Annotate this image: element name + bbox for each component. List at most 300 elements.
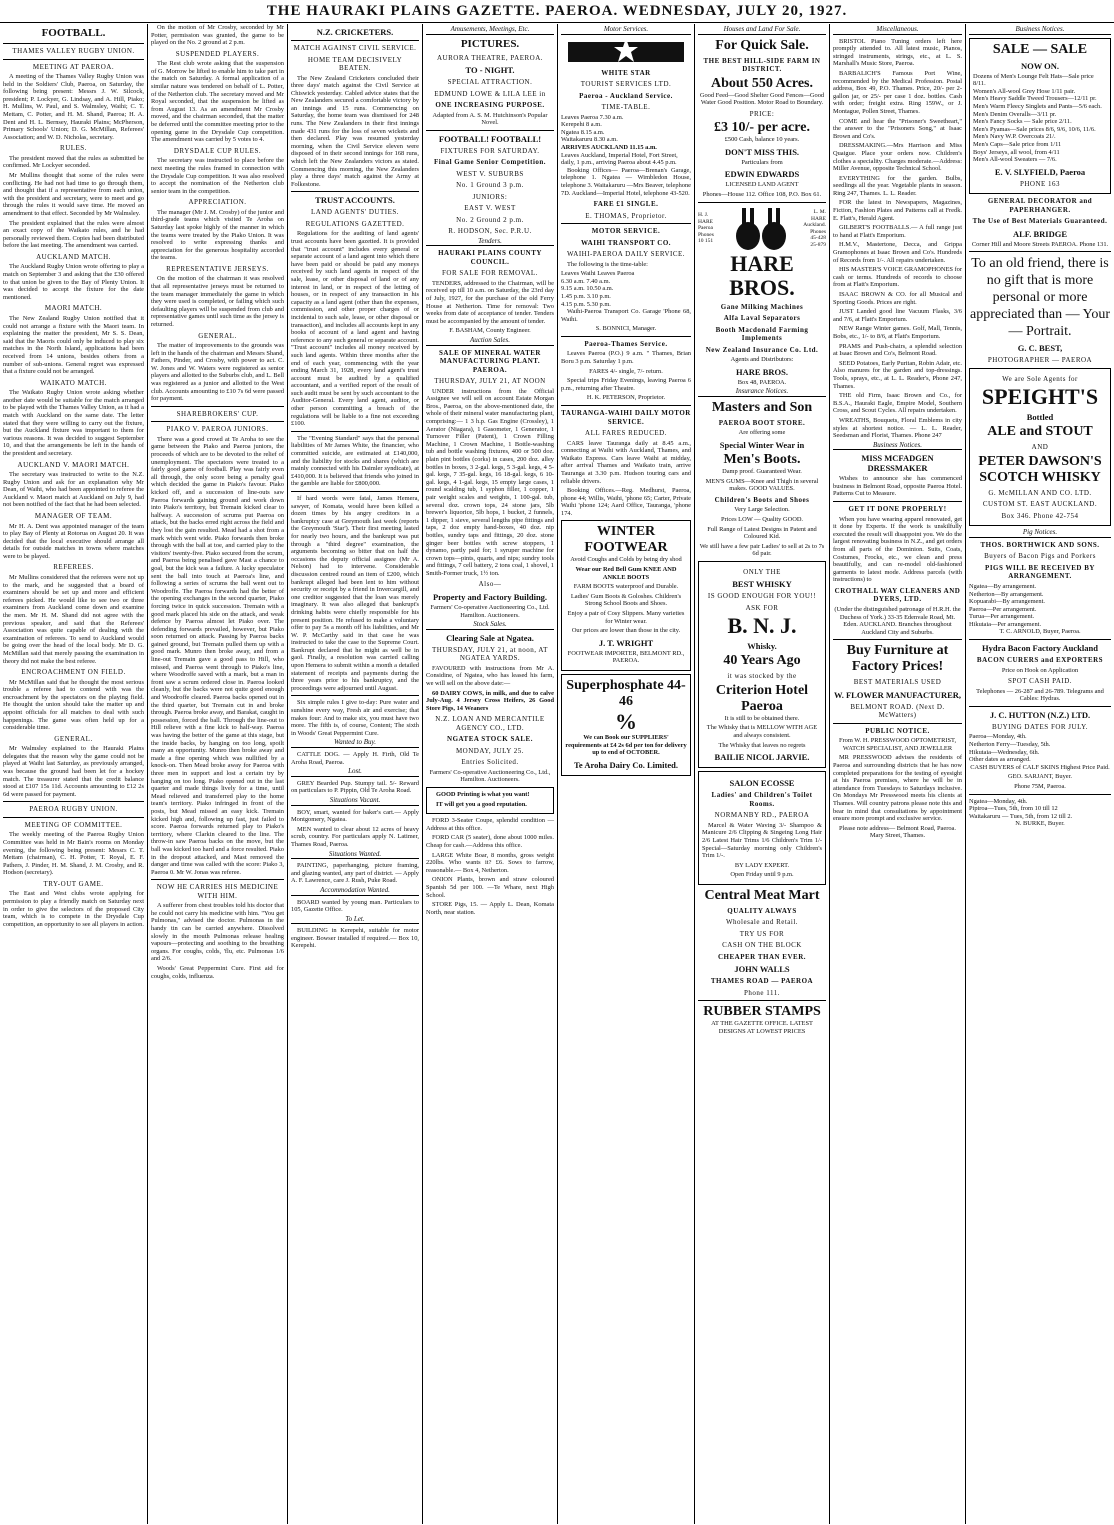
article-text: Mr McMillan said that he thought the most serious trouble a referee had to contend with was the encroachment by the spectators on the playing field. He thought the union should take the matter up and appoint officials for all matches to deal with such happenings. The game was often held up for a considerable time. — [3, 678, 144, 732]
ad-text: Wear our Red Bell Gum KNEE AND ANKLE BOOTS — [575, 566, 677, 581]
farm-features: Good Feed—Good Shelter Good Fences—Good Water Good Position. Motor Road to Boundary. — [699, 91, 825, 107]
ad-text: BEST MATERIALS USED — [853, 678, 942, 687]
film-stars: EDMUND LOWE & LILA LEE in — [434, 89, 546, 98]
booking-offices: Booking Offices— Paeroa—Brenan's Garage, telephone 1. Ngatea — Wimbledon House, telephone 3. Waitakaruru —Mrs Beaver, telephone 7D. Auckland—Imperial Hotel, telephone 43-520. — [561, 166, 691, 197]
ad-text: Marcel & Water Waving 3/- Shampoo & Manicure 2/6 Clipping & Singeing Long Hair 2/6 Latest Hair Trims 1/6 Children's Trim 1/- Special—Saturday morning only Children's Trim 1/-. — [702, 821, 822, 860]
ad-text: CASH BUYERS of CALF SKINS Highest Price Paid. — [970, 763, 1110, 771]
section-heading: REGULATIONS GAZETTED. — [305, 219, 405, 228]
buying-item: Ngatea—Monday, 4th. — [969, 797, 1028, 805]
article-text: Mr Mullins thought that some of the rules were conflicting. He had not had time to go through them, and thought that if a representative from each union, with the president and secretary, were to meet and go through the rules it would save time. He moved an amendment to that effect. Seconded by Mr Walmsley. — [3, 172, 144, 217]
ad-text: We can Book our SUPPLIERS' requirements at £4 2s 6d per ton for delivery up to end of OCTOBER. — [565, 734, 687, 757]
timetable-line: Leaves Waihi Leaves Paeroa — [561, 270, 635, 278]
ad-text: MEN'S GUMS—Knee and Thigh in several makes. GOOD VALUES. — [705, 477, 819, 493]
column-heading: Amusements, Meetings, Etc. — [426, 26, 554, 35]
timetable-intro: The following is the time-table: — [567, 260, 648, 268]
article-text: A sufferer from chest troubles told his doctor that he could not carry his medicine with him. "You get Pulmonas," advised the doctor. Pulmonas in the handy tin can be carried anywhere. Dissolved slowly in the mouth Pulmonas release healing vapours—protecting and soothing to the breathing organs. For coughs, colds, 'flu, etc. Pulmonas 1/6 and 2/6. — [151, 902, 284, 963]
quick-sale: For Quick Sale. — [715, 37, 809, 53]
auction-also: Also— — [478, 580, 502, 589]
ad-text: BAILIE NICOL JARVIE. — [714, 752, 810, 763]
tender-signature: F. BASHAM, County Engineer. — [449, 327, 531, 335]
ad-text: Children's Boots and Shoes — [714, 495, 810, 504]
column-heading: Business Notices. — [969, 26, 1111, 35]
article-text: The Rest club wrote asking that the suspension of G. Morrow be lifted to enable him to take part in the match on Saturday. A formal application of a similar nature was tendered on behalf of L. Potter, of the Netherton club. The secretary moved and Mr Royal seconded, that the suspension be lifted as from August 13. As an amendment Mr Crosby moved, and the chairman seconded, that the matter be deferred until the committee meeting prior to the opening game in the Drysdale Cup competition. The amendment was carried by 5 votes to 4. — [151, 60, 284, 144]
speights-title: SPEIGHT'S — [981, 384, 1099, 410]
article-text: The Waikato Rugby Union wrote asking whether another date would be suitable for the match arranged to be played with the Thames Valley Union, as it had a match with Auckland on the same date. The letter stated that they were willing to carry out the fixture, but the Auckland fixture was important to them for various reasons. It was decided to suggest September 10, and that the arrangements be left in the hands of the president and secretary. — [3, 389, 144, 457]
ad-text: Damp proof. Guaranteed Wear. — [722, 468, 802, 476]
column-business-notices — [966, 24, 1114, 1524]
article-text: The East and West clubs wrote applying for permission to play a friendly match on Saturday next in order to give the selectors of the proposed City team, which is to compete in the Drysdale Cup competition, an opportunity to see all players in action. — [3, 890, 144, 928]
column-football — [0, 24, 148, 1524]
buying-item: Waitakaruru — Tues, 5th, from 12 till 2. — [969, 812, 1073, 820]
sale-item: Men's Caps—Sale price from 1/11 — [973, 140, 1062, 148]
classified-ad: THE old Firm, Isaac Brown and Co., for B.S.A., Hauraki Eagle, Empire Model, Southern Cross, and Scout Cycles. All repairs undertaken. — [833, 392, 962, 415]
pig-list — [969, 583, 1111, 629]
ad-advertiser: Hydra Bacon Factory Auckland — [982, 643, 1098, 654]
ad-text: Bottled — [1026, 412, 1054, 423]
classified-ad: COME and hear the "Prisoner's Sweetheart," the answer to the "Prisoners Song," at Isaac Brown and Co's. — [833, 117, 962, 140]
council-name: HAURAKI PLAINS COUNTY COUNCIL. — [438, 249, 542, 266]
classified-heading: Accommodation Wanted. — [291, 887, 419, 896]
fixture-ground: No. 1 Ground 3 p.m. — [456, 181, 524, 190]
stock-sale: NGATEA STOCK SALE. — [447, 735, 533, 744]
article-text: Regulations for the auditing of land agents' trust accounts have been gazetted. It is provided that "trust account" includes every general or separate account of a land agent into which there have been paid or should be paid any moneys received by such land agents in respect of the sale, lease, or other disposal of land or of any interest in land, or in respect of the letting of houses, or in respect of any transaction in his capacity as a land agent (other than the expenses, commission, and other proper charges of or incidental to such sale, lease, or other disposal or transaction), and includes all accounts kept in any books of account of a land agent and having reference to any such general or separate account. "Trust account" includes all money received by such land agents. Within three months after the end of each year, commencing with the year ending March 31, 1928, every land agent's trust account must be audited by a qualified accountant, and a verified report of the result of such audit must be sent by such accountant to the Auditor-General. Every land agent, auditor, or other person committing a breach of the regulations will be liable to a fine not exceeding £100. — [291, 230, 419, 428]
timetable-line: Waitakaruru 8.30 a.m. — [561, 136, 618, 144]
buying-item: Pipiroa—Tues, 5th, from 10 till 12 — [969, 805, 1058, 813]
classified-ad: BRISTOL Piano Tuning orders left here promptly attended to. All latest music, Pianos, stringed instruments, strings, etc., at L. S. Marshall's Music Store, Paeroa. — [833, 37, 962, 68]
auction-text: UNDER instructions from the Official Assignee we will sell on account Estate Morgan Bros., Paeroa, on the above-mentioned date, the whole of their mineral water manufacturing plant, comprising:— 1 3 h.p. Gas Engine (Crossley), 1 Aerator (Niagara), 1 Gasometer, 1 Generator, 1 Turnover Filler (Patent), 1 Crown Filling Machine, 1 Crown Machine, 1 Bottle-washing tub and bottle washing fixtures, 400 or 500 doz. plain pint bottles (corks) in cases, 200 doz. alley bottles in boxes, 3 2-gal. kegs, 5 3-gal. kegs, 4 5-gal. kegs, 7 35-gal. kegs, 16 18-gal. kegs, 6 10-gal. kegs, 4 1-gal. kegs, 15 empty large cases, 1 round scalding tub, 1 syphon filler, 1 copper, 1 pair weight scales and weights, 1 100-gal. tub, several doz. crown tops, 24 stone jars, 5lb brewer's liquorice, 5lb hops, 1 bucket, 2 funnels, 1 dipper, 1 sieve, several lengths pipe fittings and taps, 2 doz empty hand-boxes, 40 doz. nip bottles, sundry taps and fittings, 20 doz. stone ginger beer bottles with screw stoppers, 1 dynamo, partly paid for; 1 syruper machine for crown tops—pints, quarts, and nips; sundry tools and fittings, 7 cell battery, 2 tons coal, 1 shovel, 1 Smith-Former truck, 1½ ton. — [426, 387, 554, 577]
ad-text: Prices LOW — Quality GOOD. — [720, 515, 804, 523]
hare-left-contact: H. J. HARE Paeroa Phones 10 151 — [698, 212, 714, 245]
section-heading: MEETING AT PAEROA. — [32, 62, 115, 71]
section-heading: ENCROACHMENT ON FIELD. — [21, 668, 126, 677]
classified-ad: PRAMS and Push-chairs, a splendid selection at Isaac Brown and Co's, Belmont Road. — [833, 342, 962, 358]
ad-advertiser: CROTHALL WAY CLEANERS AND DYERS, LTD. — [834, 586, 961, 604]
auction-property: Property and Factory Building. — [432, 591, 548, 602]
clearing-date: THURSDAY, JULY 21, at noon, AT NGATEA YARDS. — [432, 645, 548, 663]
service-text: Special trips Friday Evenings, leaving Paeroa 6 p.m., returning after Theatre. — [561, 377, 691, 392]
tonight: TO - NIGHT. — [465, 65, 515, 76]
ad-text: 40 Years Ago — [723, 653, 801, 669]
classified-ad: GILBERT'S FOOTBALLS.— A full range just to hand at Flatt's Emporium. — [833, 224, 962, 239]
classified-ad: H.M.V., Mastertone, Decca, and Grippa Gramophones at Isaac Brown and Co's. Hundreds of Records from 1/-. All repairs undertaken. — [833, 241, 962, 264]
section-heading: WAIKATO MATCH. — [40, 378, 107, 387]
film-note: Adapted from A. S. M. Hutchinson's Popular Novel. — [432, 111, 548, 127]
section-heading: RULES. — [60, 144, 87, 153]
article-text: On the motion of the chairman it was resolved that all representative jerseys must be returned to the team manager immediately the game in which they were used is completed, or failing which such defaulting players will be suspended from club and representative games until such time as the jersey is returned. — [151, 275, 284, 328]
ad-advertiser: J. C. HUTTON (N.Z.) LTD. — [989, 709, 1091, 720]
ad-title: SALON ECOSSE — [729, 778, 795, 789]
service-name: Paeroa - Auckland Service. — [579, 91, 673, 100]
sale-item: Men's Navy W.P. Overcoats 21/. — [973, 133, 1056, 141]
fixture: JUNIORS: — [472, 192, 508, 201]
pictures-title: PICTURES. — [460, 37, 520, 50]
ad-text: The Whisky that is MELLOW WITH AGE and always consistent. — [706, 724, 818, 740]
ad-text: BUYING DATES FOR JULY. — [991, 722, 1089, 731]
printing-ad — [426, 787, 554, 814]
fare: FARE £1 SINGLE. — [593, 200, 659, 209]
booking-offices: Booking Offices.—Reg. Medhurst, Paeroa, phone 44; Willis, Waihi, 'phone 65; Carter, Private Waihi 'phone 124; Aard Office, Tauranga, 'phone 174. — [561, 487, 691, 517]
section-heading: AUCKLAND V. MAORI MATCH. — [17, 460, 130, 469]
sale-title: SALE — SALE — [992, 41, 1088, 57]
timetable-line: Kerepehi 8 a.m. — [561, 121, 602, 129]
sale-item: Dozens of Men's Lounge Felt Hats—Sale price 8/11. — [973, 72, 1094, 88]
ad-text: SPOT CASH PAID. — [1007, 677, 1073, 686]
column-heading: Insurance Notices. — [698, 388, 826, 397]
football-fixtures-title: FOOTBALL! FOOTBALL! — [438, 133, 542, 144]
classified-ad: WREATHS, Bouquets, Floral Emblems in city styles at shortest notice. — L. L. Reader, Seedsman and Florist, Thames. Phone 247 — [833, 416, 962, 440]
football-title: FOOTBALL. — [41, 27, 106, 39]
classified-heading: Lost. — [291, 768, 419, 777]
ad-text: ALE and STOUT — [987, 424, 1093, 440]
printing-text: GOOD Printing is what you want! — [436, 791, 530, 798]
section-heading: GENERAL. — [54, 734, 93, 743]
classified-ad: JUST Landed good line Vacuum Flasks, 3/6 and 7/6, at Flatt's Emporium. — [833, 308, 962, 323]
superphosphate-ad — [561, 674, 691, 776]
column-heading: Houses and Land For Sale. — [698, 26, 826, 35]
stock-sale-date: MONDAY, JULY 25. — [455, 746, 525, 755]
cash-terms: £500 Cash, balance 10 years. — [724, 136, 800, 144]
star-icon — [566, 38, 686, 66]
motor-service-title: MOTOR SERVICE. — [591, 227, 661, 236]
fixture: WEST V. SUBURBS — [456, 169, 524, 178]
article-text: The New Zealand Cricketers concluded their three days' match against the Civil Service at Chiswick yesterday. Cabled advice states that the New Zealanders secured a comfortable victory by an innings and 15 runs. Commencing on Saturday, the home team was dismissed for 248 runs. The New Zealanders in their first innings made 431 runs for the loss of seven wickets and then declared. Play was resumed yesterday morning, when the Civil Service eleven were disposed of in their second innings for 168 runs, which left the New Zealanders victors as stated. Commencing this morning, the New Zealanders play a three days' match against the Army at Folkestone. — [291, 74, 419, 188]
ad-text: TRY US FOR — [739, 929, 785, 938]
ad-text: BEST WHISKY — [732, 579, 792, 590]
entries: Entries Solicited. — [461, 758, 519, 767]
dressmaker-title: MISS MCFADGEN DRESSMAKER — [861, 453, 934, 474]
ad-text: Please note address— Belmont Road, Paeroa. Mary Street, Thames. — [839, 824, 956, 840]
theatre-name: AURORA THEATRE, PAEROA. — [436, 53, 543, 62]
speights-ad — [969, 368, 1111, 527]
acres: About 550 Acres. — [710, 75, 814, 91]
ad-text: Whisky. — [747, 641, 777, 652]
printing-text: IT will get you a good reputation. — [436, 800, 527, 808]
classified-ad: MEN wanted to clear about 12 acres of heavy scrub, country. For particulars apply N. Latimer, Thames Road, Paeroa. — [291, 825, 419, 848]
pig-item: Netherton—By arrangement. — [969, 590, 1044, 598]
rabbit-icon — [726, 206, 796, 252]
ad-text: PETER DAWSON'S — [978, 453, 1102, 469]
auction-title: SALE OF MINERAL WATER MANUFACTURING PLANT. PAEROA. — [439, 348, 541, 374]
ad-text: Full Range of Latest Designs in Patent and Coloured Kid. — [707, 525, 817, 541]
article-text: If hard words were fatal, James Hemera, sawyer, of Komata, would have been killed a dozen times by his angry creditors in a bankruptcy case at Greymouth last week (reports the Greymouth 'Star'). Their first meeting lasted for nearly two hours, and the bankrupt was put through a "third degree" examination, the arguments becoming so bitter that on half the occasions the deputy official assignee (Mr A. Nelson) had to intervene. Considerable discussion centred round an item of £200, which bankrupt alleged had been lent to him without security or receipt by a friend in Invercargill, and one creditor suggested that the loan was merely imaginary. It was also alleged that bankrupt's drinking habits were chiefly responsible for his present position. He refused to make a voluntary offer to pay 5s a month off his liabilities, and Mr W. P. McCarthy said in that case he was instructed to take the case to the Supreme Court. Bankrupt declared that he might as well be in gaol. Finally, a resolution was carried calling upon Hemera to submit within a month a detailed statement of receipts and payments during the three years prior to his bankruptcy, and the proceedings were adjourned until August. — [291, 495, 419, 692]
sale-item: Men's Denim Overalls—3/11 pr. — [973, 110, 1057, 118]
classified-ad: FOR the latest in Newspapers, Magazines, Fiction, Fashion Plates and Patterns call at Fredk. E. Flatt's, Herald Agent. — [833, 199, 962, 222]
article-text: Woods' Great Peppermint Cure. First aid for coughs, colds, influenza. — [151, 965, 284, 980]
ad-text: Phone 111. — [744, 988, 780, 997]
section-heading: LAND AGENTS' DUTIES. — [310, 208, 400, 217]
ad-text: Ladies' Gum Boots & Goloshes. Children's Strong School Boots and Shoes. — [570, 592, 682, 608]
ad-text: AT THE GAZETTE OFFICE. LATEST DESIGNS AT LOWEST PRICES — [711, 1020, 813, 1035]
section-heading: SUSPENDED PLAYERS. — [175, 49, 260, 58]
section-heading: APPRECIATION. — [188, 198, 247, 207]
classified-ad: FORD CAR (5 seater), done about 1000 miles. Cheap for cash.—Address this office. — [426, 834, 554, 849]
particulars: Particulars from — [741, 158, 783, 166]
hare-right-contact: L. M. HARE Auckland. Phones 45-428 25-879 — [803, 209, 826, 248]
sale-item: Boys' Jerseys, all wool, from 4/11 — [973, 148, 1060, 156]
ad-text: GEO. SARJANT, Buyer. — [1008, 773, 1072, 781]
ad-text: ASK FOR — [745, 603, 779, 612]
pig-item: Turua—Per arrangement. — [969, 613, 1035, 621]
ad-advertiser: Te Aroha Dairy Co. Limited. — [574, 759, 678, 770]
sale-items — [973, 73, 1107, 164]
ad-text: ONLY THE — [743, 567, 781, 576]
final-game: Final Game Senior Competition. — [433, 158, 547, 167]
masthead: THE HAURAKI PLAINS GAZETTE. PAEROA. WEDNESDAY, JULY 20, 1927. — [0, 0, 1114, 23]
mens-boots: Men's Boots. — [723, 452, 801, 468]
ad-text: We still have a few pair Ladies' to sell at 2s to 7s 6d pair. — [699, 542, 825, 558]
buying-list — [969, 733, 1111, 763]
white-star-logo — [561, 38, 691, 66]
section-heading: SHAREBROKERS' CUP. — [176, 409, 259, 418]
meat-mart-title: Central Meat Mart — [704, 887, 820, 903]
article-text: Mr H. A. Dent was appointed manager of the team to play Bay of Plenty at Rotorua on August 20. It was decided that the local executive should arrange all details for outside matches in towns where matches were to be played. — [3, 522, 144, 560]
agent-box: Box 48, PAEROA. — [737, 378, 787, 386]
article-text: There was a good crowd at Te Aroha to see the game between the Piako and Paeroa juniors, the proceeds of which are to be devoted to the relief of unemployment. The spectators were treated to a fairly good game of football. Play was fairly even all through, the only score being a penalty goal which decided the game in Piako's favour. Piako kicked off, and a succession of line-outs saw Paeroa forwards gaining ground and work down into Piako's territory, but Tremain kicked clear to halfway. A succession of scrums put Paeroa on attack, but the backs erred right across the field and they lost the gain resulted. Mead had a shot from a mark which went wide. Piako forwards then broke through with the ball at toe, and carried play to the visitors' twenty-five. Piako secured from the scrum, and Paeroa being penalised gave Mast a chance to goal, but the kick was a failure. A lucky speculator sent the ball into touch at Paeroa's line, and following a series of scrums the ball went out to Woodroffe. The Paeroa forwards had the better of the opening exchanges in the second quarter, Piako forcing twice in quick succession. Tremain with a good mark placed his side on the attack, and weak defence by Paeroa almost let Piako over. The defending forwards prevailed, however, but Piako soon returned on attack. Passing by Paeroa backs gained ground, but Tremain pulled them up with a good mark. Munro then broke away, and from a line-out Tremain gave a good pass to Hill, who missed, and Paeroa went through to Piako's line, where Woodroffe saved with a mark, but a man in front saw a scrum ordered close in. Paeroa looked cleanly, but the backs were not quite good enough and Woodroffe cleared. Paeroa backs opened out in the third quarter, but Tremain cut in and broke through. Paeroa broke away, and Barakat, caught in possession, forced the ball. Through the line-out to Hill relieve with a fine kick to half-way. Paeroa was having the better of the game at this stage, but the inside backs, by hanging on too long, spoilt many an opportunity. Munro then broke away and made a fine opening which was nullified by a knock-on. Then Mead broke away for Paeroa with three men in support and lost a certain try by hanging on too long. Piako opened out in the last quarter and made things lively for a time, until Mead relieved and transferred play to the home team's territory. Piako infringed in front of the posts, but Mead missed an easy kick. Tremain kicked high and, following up fast, just failed to score. Paeroa forwards returned play to Piako's territory, where Clarkin cleared to the line. The throw-in saw Paeroa backs on the move, but the ball was kicked too hard and a force resulted. Piako in the dropout attacked, and Mast removed the danger and time was called with the score: Piako 3, Paeroa 0. Mr W. Jonas was referee. — [151, 435, 284, 876]
public-notice-title: PUBLIC NOTICE. — [865, 726, 930, 735]
fixtures-sub: FIXTURES FOR SATURDAY. — [440, 146, 540, 155]
column-miscellaneous — [830, 24, 966, 1524]
column-rugby-continued — [148, 24, 288, 1524]
ad-text: Wholesale and Retail. — [725, 918, 799, 927]
ad-advertiser: E. V. SLYFIELD, Paeroa — [994, 166, 1086, 177]
special-attraction: SPECIAL ATTRACTION. — [447, 78, 533, 87]
ad-advertiser: JOHN WALLS — [734, 964, 790, 975]
agent-name: HARE BROS. — [736, 366, 788, 377]
classified-ad: GREY Bearded Pup. Stumpy tail. 5/- Reward on particulars to P. Pippin, Old Te Aroha Road. — [291, 779, 419, 795]
trust-title: TRUST ACCOUNTS. — [315, 195, 395, 206]
classified-heading: Situations Wanted. — [291, 851, 419, 860]
timetable-line: ARRIVES AUCKLAND 11.15 a.m. — [561, 143, 657, 151]
section-heading: GENERAL. — [198, 331, 237, 340]
classified-ad: LARGE White Boar, 8 months, gross weight 220lbs. Who wants it? £6. Sows to farrow, reasonable.— Box 4, Netherton. — [426, 851, 554, 874]
product: Booth Macdonald Farming Implements — [715, 325, 809, 343]
column-heading: Tenders. — [426, 238, 554, 247]
column-heading: Miscellaneous. — [833, 26, 962, 35]
ad-text: Box 346. Phone 42-754 — [1001, 511, 1079, 520]
article-text: Mr Walmsley explained to the Hauraki Plains delegates that the reason why the game could not be played at Waihi last Saturday, as previously arranged, was because the ground had been let for a hockey match. The treasurer stated that the credit balance stood at £107 15s 11d. Accounts amounting to £12 2s 6d were passed for payment. — [3, 745, 144, 798]
furniture-title: Buy Furniture at Factory Prices! — [846, 643, 949, 675]
timetable-heading: TIME-TABLE. — [601, 103, 651, 112]
auctioneer: Farmers' Co-operative Auctioneering Co., Ltd. Hamilton. Auctioneers. — [430, 603, 550, 619]
agency-name: N.Z. LOAN AND MERCANTILE AGENCY CO., LTD. — [435, 715, 545, 732]
article-text: The secretary was instructed to write to the N.Z. Rugby Union and ask for an explanation why Mr Dean, of Waihi, who had been appointed to referee the Auckland v. Maori match at Auckland on July 9, had not been notified of the fact that he had been selected. — [3, 471, 144, 509]
ad-advertiser: G. C. BEST, — [1017, 343, 1063, 354]
hare-bros-title: HARE BROS. — [729, 250, 795, 300]
classified-heading: Situations Vacant. — [291, 797, 419, 806]
timetable-line: 4.15 p.m. 5.30 p.m. — [561, 300, 611, 308]
ad-text: N. BURKE, Buyer. — [1015, 820, 1065, 828]
white-star-name: WHITE STAR — [601, 68, 651, 77]
product: New Zealand Insurance Co. Ltd. — [705, 345, 819, 354]
article-text: A meeting of the Thames Valley Rugby Union was held in the Soldiers' Club, Paeroa, on Saturday, the following being present: Messrs J. W. Silcock, president; P. Lockyer, G. Lindsay, and A. Hill, Piako; H. Mullins, W. Paul, and S. Walmsley, Waihi; C. T. Mettam, C. Potter, and H. M. Shand, Paeroa; H. A. Dent and H. L. Bernsey, Hauraki Plains; McPherson, Primary Schools' Union; D. G. McMillan, Referees' Association; and W. D. Nicholas, secretary. — [3, 73, 144, 141]
ad-text: THAMES ROAD — PAEROA — [710, 977, 814, 986]
ad-text: CUSTOM ST. EAST AUCKLAND. — [982, 500, 1098, 509]
article-text: The matter of improvements to the grounds was left in the hands of the chairman and Messrs Shand, Fathers, Pinder, and Crosby, with power to act. C. W. Jones and W. Waters were registered as senior players and allotted to the Suburbs club, and L. Bell was registered as a junior and allotted to the West club. Accounts amounting to £10 7s 6d were passed for payment. — [151, 342, 284, 403]
buying-item: Hikutaia—Wednesday, 6th. — [969, 748, 1040, 756]
tender-title: FOR SALE FOR REMOVAL. — [442, 269, 538, 278]
article-text: The weekly meeting of the Paeroa Rugby Union Committee was held in Mr Bain's rooms on Monday evening, the following being present: Messrs C. T. Mettam (chairman), C. H. Potter, T. Royal, E. F. Pathers, J. Pinder, H. M. Shand, J. M. Crosby, and R. Hodson (secretary). — [3, 831, 144, 877]
ad-text: Wishes to announce she has commenced business in Belmont Road, opposite Paeroa Hotel. Patterns Cut to Measure. — [833, 475, 962, 498]
classified-ad: CATTLE DOG. — Apply H. Firth, Old Te Aroha Road, Paeroa. — [291, 751, 419, 766]
page-columns — [0, 24, 1114, 1524]
ad-title: Superphosphate 44-46 — [566, 678, 686, 709]
ad-text: T. C. ARNOLD, Buyer, Paeroa. — [999, 628, 1081, 636]
hotel-name: Criterion Hotel — [715, 682, 809, 698]
ad-text: BELMONT ROAD. (Next D. McWatters) — [850, 702, 945, 720]
ad-text: Buyers of Bacon Pigs and Porkers — [984, 552, 1096, 561]
ad-text: IS GOOD ENOUGH FOR YOU!! — [707, 592, 817, 601]
ad-text: Avoid Coughs and Colds by being dry shod — [570, 556, 682, 564]
buying-item: Paeroa—Monday, 4th. — [969, 733, 1027, 741]
ad-text: NORMANBY RD., PAEROA — [714, 811, 810, 820]
salon-ad — [698, 771, 826, 885]
percent-sign: % — [615, 709, 637, 734]
ad-text: it was stocked by the — [727, 672, 797, 681]
sale-item: Women's All-wool Grey Hose 1/11 pair. — [973, 87, 1076, 95]
classified-heading: Wanted to Buy. — [291, 739, 419, 748]
section-heading: PIAKO V. PAEROA JUNIORS. — [166, 425, 269, 434]
clearing-text: FAVOURED with instructions from Mr A. Considine, of Ngatea, who has leased his farm, we will sell on the above date:— — [426, 664, 554, 687]
section-heading: NOW HE CARRIES HIS MEDICINE WITH HIM. — [156, 883, 279, 900]
ad-text: Our prices are lower than those in the city. — [571, 627, 681, 635]
classified-ad: FORD 3-Seater Coupe, splendid condition — Address at this office. — [426, 817, 554, 832]
ad-text: CHEAPER THAN EVER. — [717, 952, 807, 961]
ad-text: Enjoy a pair of Cosy Slippers. Many varieties for Winter wear. — [567, 610, 685, 625]
classified-ad: PAINTING, paperhanging, picture framing, and glazing wanted, any part of district. — Apply A. F. Lawrence, care J. Rush, Puke Road. — [291, 862, 419, 885]
section-heading: HOME TEAM DECISIVELY BEATEN. — [307, 55, 403, 72]
section-heading: TRY-OUT GAME. — [43, 879, 104, 888]
section-heading: REFEREES. — [53, 563, 94, 572]
ad-advertiser: THOS. BORTHWICK AND SONS. — [980, 540, 1100, 549]
section-heading: REPRESENTATIVE JERSEYS. — [166, 264, 269, 273]
ad-text: SCOTCH WHISKY — [979, 469, 1101, 485]
sale-now: NOW ON. — [1020, 60, 1060, 71]
article-text: The "Evening Standard" says that the personal liabilities of Mr James White, the financier, who committed suicide, are estimated at £140,000, and the liability for stocks and shares (which are mainly connected with his Daimler syndicate), at £410,000. It is believed that friends who joined in the gamble are liable for £800,000. — [291, 434, 419, 488]
hare-bros-header — [698, 206, 826, 252]
ad-advertiser: W. FLOWER MANUFACTURER, — [833, 689, 962, 700]
pig-item: Kopuarabi—By arrangement. — [969, 598, 1045, 606]
ad-text: The Use of Best Materials Guaranteed. — [972, 217, 1108, 226]
pig-item: Ngatea—By arrangement. — [969, 582, 1037, 590]
timetable-line: 1.45 p.m. 3.10 p.m. — [561, 293, 611, 300]
section-heading: MANAGER OF TEAM. — [34, 512, 113, 520]
section-heading: MATCH AGAINST CIVIL SERVICE. — [293, 44, 417, 52]
ad-title: WINTER FOOTWEAR — [584, 524, 668, 556]
ad-text: Corner Hill and Moore Streets PAEROA. Phone 131. — [971, 240, 1109, 248]
fixture: EAST V. WEST — [464, 204, 516, 213]
classified-ad: BUILDING in Kerepehi, suitable for motor engineer. Bowser installed if required.— Box 10, Kerepehi. — [291, 927, 419, 950]
ad-text: CASH ON THE BLOCK — [722, 941, 802, 950]
ad-text: FOOTWEAR IMPORTER, BELMONT RD., PAEROA. — [567, 649, 685, 665]
classified-ad: BOARD wanted by young man. Particulars to 105, Gazette Office. — [291, 898, 419, 914]
fares: FARES 4/- single, 7/- return. — [589, 367, 663, 375]
sale-item: Men's Pyamas—Sale prices 8/6, 9/6, 10/6, 11/6. — [973, 125, 1096, 133]
ad-text: FARM BOOTS waterproof and Durable. — [573, 583, 679, 591]
buying-item: Netherton Ferry—Tuesday, 5th. — [969, 740, 1051, 748]
article-text: The president moved that the rules as submitted be confirmed. Mr Lockyer seconded. — [3, 154, 144, 170]
garage: Waihi-Paeroa Transport Co. Garage 'Phone 68, Waihi. — [561, 308, 691, 323]
service-text: Leaves Paeroa (P.O.) 9 a.m. " Thames, Brian Boru 3 p.m. Saturday 1 p.m. — [561, 350, 691, 366]
winter-footwear-ad — [561, 520, 691, 671]
ad-text: Special Winter Wear in — [719, 440, 805, 451]
ad-text: PIGS WILL BE RECEIVED BY ARRANGEMENT. — [985, 563, 1095, 581]
auctioneer: Farmers' Co-operative Auctioneering Co., Ltd., Hamilton. Auctioneers. — [429, 768, 551, 784]
portrait-ad-text: To an old friend, there is no gift that is more personal or more appreciated than — Your — Portrait. — [970, 256, 1110, 340]
ad-text: Price on Hook on Application — [1001, 666, 1079, 674]
classified-ad: DRESSMAKING.—Mrs Harrison and Miss Quaigue. Place your orders now. Children's clothes a speciality. Charges moderate.—Address: Miller Avenue, opposite Technical School. — [833, 142, 962, 173]
timetable-line: Leaves Auckland, Imperial Hotel, Fort Street, daily, 1 p.m., arriving Paeroa about 4.45 p.m. — [561, 151, 678, 167]
ad-text: We are Sole Agents for — [1002, 374, 1078, 383]
ad-phone: PHONE 163 — [1019, 179, 1061, 188]
column-heading: Business Notices. — [833, 442, 962, 451]
classified-ad: STORE Pigs, 15. — Apply L. Dean, Komata North, near station. — [426, 901, 554, 916]
classified-ad: HIS MASTER'S VOICE GRAMOPHONES for cash or terms. Hundreds of records to choose from at Flatt's Emporium. — [833, 266, 962, 289]
article-text: On the motion of Mr Crosby, seconded by Mr Potter, permission was granted, the game to be played on the No. 2 ground at 2 p.m. — [151, 24, 284, 47]
tender-text: TENDERS, addressed to the Chairman, will be received up till 10 a.m. on Saturday, the 23rd day of July, 1927, for the purchase of the old Ferry House at Netherton. Time for removal: Two weeks from date of acceptance of tender. Tenders must be accompanied by the amount of tender. — [426, 279, 554, 325]
fixture-ground: No. 2 Ground 2 p.m. — [456, 215, 524, 224]
classified-ad: BARBALICH'S Famous Port Wine, recommended by the Medical Profession. Postal address, Box 49, P.O. Thames. Price, 20/- per 2-gallon jar, or 25/- per case 1 doz. bottles. Cash with order; freight extra. Ring 159W., or J. Montague, Pollen Street, Thames. — [833, 69, 962, 115]
timetable-line: Ngatea 8.15 a.m. — [561, 128, 605, 136]
agent-name: EDWIN EDWARDS — [724, 169, 800, 180]
classified-ad: ONION Plants, brown and straw coloured Spanish 5d per 100. —Te Whare, next High School. — [426, 876, 554, 899]
proprietor: E. THOMAS, Proprietor. — [585, 211, 667, 220]
timetable-line: Leaves Paeroa 7.30 a.m. — [561, 113, 624, 121]
section-heading: AUCKLAND MATCH. — [36, 252, 111, 261]
pig-item: Paeroa—Per arrangement. — [969, 605, 1037, 613]
timetable — [561, 270, 691, 308]
decorator-title: GENERAL DECORATOR and PAPERHANGER. — [987, 197, 1093, 214]
article-text: Mr Mullins considered that the referees were not up to the mark, and he suggested that a board of examiners should be set up and more and efficient referees picked. He would like to see two or three examiners from Auckland come down and examine the men. Mr H. M. Shand did not agree with the previous speaker, and said that the Referees' Association was quite capable of dealing with the examination of referees. To send to Auckland would be going over the head of the local body. Mr D. G. McMillan said that merely passing the examination in theory did not make the best referee. — [3, 573, 144, 665]
ad-text: Open Friday until 9 p.m. — [730, 871, 794, 879]
film-title: ONE INCREASING PURPOSE. — [435, 101, 545, 110]
ad-text: Are offering some — [738, 429, 786, 437]
bnj-title: B. N. J. — [727, 613, 797, 639]
article-text: The New Zealand Rugby Union notified that it could not arrange a fixture with the Maori team. In explaining the matter the president, Mr S. S. Dean, said that the Maoris could only be induced to play six matches in the North Island, applications had been received from 14 unions, besides others from a number of sub-unions. General regret was expressed that a fixture could not be arranged. — [3, 314, 144, 376]
buying-list — [969, 798, 1111, 821]
classified-ad: EVERYTHING for the garden. Bulbs, seedlings all the year. Vegetable plants in season. Ring 247, Thames. L. L. Reader. — [833, 174, 962, 197]
boot-store: PAEROA BOOT STORE. — [718, 418, 806, 427]
price-per-acre: £3 10/- per acre. — [714, 120, 810, 136]
hotel-town: Paeroa — [741, 698, 783, 714]
classified-ad: ISAAC BROWN & CO. for all Musical and Sporting Goods. Prices are right. — [833, 291, 962, 306]
sale-item: Men's Warm Fleecy Singlets and Pants—5/6 each. — [973, 102, 1102, 110]
classified-heading: To Let. — [291, 916, 419, 925]
ad-text: QUALITY ALWAYS — [727, 906, 797, 915]
ad-text: It is still to be obtained there. — [724, 714, 800, 722]
service-text: CARS leave Tauranga daily at 8.45 a.m., connecting at Waihi with Auckland, Thames, and Waikato Express. Cars leave Waihi at midday, after arrival Thames and Waikato train, arrive Tauranga at 3.30 p.m. Hudson touring cars and reliable drivers. — [561, 439, 691, 485]
proprietor: H. K. PETERSON, Proprietor. — [586, 394, 666, 402]
section-heading: PAEROA RUGBY UNION. — [29, 805, 118, 814]
column-heading: Motor Services. — [561, 26, 691, 35]
column-houses-land — [695, 24, 830, 1524]
ad-title: GET IT DONE PROPERLY! — [848, 505, 947, 514]
section-heading: DRYSDALE CUP RULES. — [173, 146, 262, 155]
ad-advertiser: ALF. BRIDGE — [1012, 228, 1067, 239]
ad-text: From W. H. PRESSWOOD OPTOMETRIST, WATCH SPECIALIST, AND JEWELLER — [838, 737, 957, 752]
timetable-line: 9.15 a.m. 10.50 a.m. — [561, 285, 614, 293]
column-cricket — [288, 24, 423, 1524]
article-text: The Auckland Rugby Union wrote offering to play a match on September 3 and asking that the £30 offered to that union be given to the Bay of Plenty Union. It was decided to accept the fixture for the date mentioned. — [3, 263, 144, 301]
sale-item: Men's Fancy Socks — Sale price 2/11. — [973, 118, 1072, 126]
article-text: The manager (Mr J. M. Crosby) of the junior and third-grade teams which visited Te Aroha on Saturday last spoke highly of the manner in which the teams were treated by the Piako Union. It was resolved to write expressing thanks and appreciation for the generous hospitality accorded the teams. — [151, 208, 284, 262]
timetable-line: 6.30 a.m. 7.40 a.m. — [561, 277, 611, 285]
product: Gane Milking Machines — [720, 302, 804, 311]
sale-item: Men's Heavy Saddle Tweed Trousers—12/11 pr. — [973, 95, 1097, 103]
company-name: TOURIST SERVICES LTD. — [580, 80, 672, 89]
ad-text: When you have wearing apparel renovated, get it done by Experts. If the work is unskilfully executed the result will disappoint you. We do the largest renovating business in N.Z., and get orders from all parts of the Dominion. Suits, Coats, Costumes, Frocks, etc., we clean and press beautifully, and can re-model old-fashioned garments to latest mode. Address parcels (with instructions) to — [833, 515, 962, 584]
ad-text: PHOTOGRAPHER — PAEROA — [987, 356, 1093, 365]
whisky-ad — [698, 561, 826, 768]
